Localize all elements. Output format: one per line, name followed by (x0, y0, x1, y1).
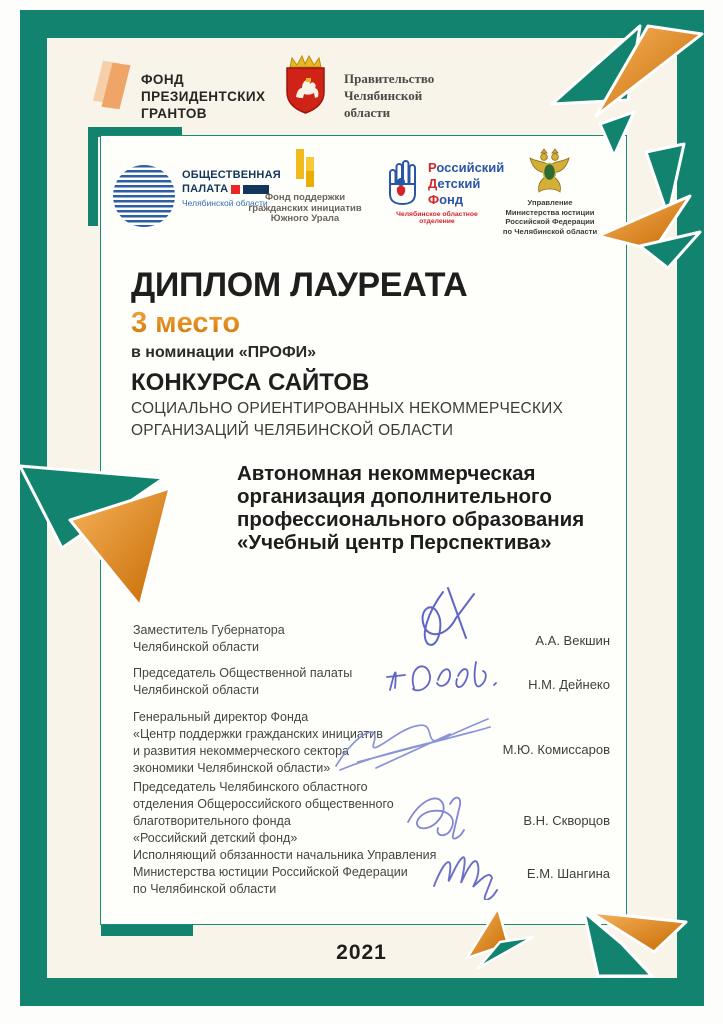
signatory-title (133, 847, 436, 898)
signatory-title (133, 779, 394, 847)
signature-ink-vekshin (388, 586, 488, 656)
initial-letter: Ф (428, 192, 440, 207)
signature-ink-komissarov (330, 712, 495, 774)
recipient-line: «Учебный центр Перспектива» (237, 531, 552, 554)
presidential-grants-logo-text (141, 71, 265, 122)
signatory-name: Е.М. Шангина (526, 866, 610, 881)
initial-letter: Д (428, 176, 438, 191)
public-chamber-logo-icon (113, 165, 175, 227)
contest-subtitle-1: СОЦИАЛЬНО ОРИЕНТИРОВАННЫХ НЕКОММЕРЧЕСКИХ (131, 400, 564, 417)
recipient-line: профессионального образования (237, 508, 585, 531)
signatory-name: Н.М. Дейнеко (528, 677, 610, 692)
signatory-title-line: благотворительного фонда (133, 814, 291, 828)
gov-line: Челябинской (344, 88, 423, 103)
support-fund-logo-text (240, 193, 370, 225)
justice-line: по Челябинской области (502, 226, 598, 236)
fpg-line: ПРЕЗИДЕНТСКИХ (141, 89, 266, 104)
signatory-name: А.А. Векшин (535, 633, 610, 648)
signatory-title-line: отделения Общероссийского общественного (133, 797, 394, 811)
signature-ink-skvortsov (392, 778, 480, 842)
signatory-title (133, 665, 352, 699)
panel-accent-left (88, 127, 98, 226)
signatory-title-line: Челябинской области (133, 640, 259, 654)
red-square-mark (231, 185, 240, 194)
signatory-title-line: экономики Челябинской области» (133, 761, 331, 775)
signatory-title-line: Председатель Общественной палаты (133, 666, 353, 680)
justice-ministry-emblem-icon (527, 148, 572, 196)
recipient-line: организация дополнительного (237, 485, 552, 508)
panel-accent-bottom (101, 925, 193, 936)
year-label: 2021 (336, 941, 387, 964)
signatory-title-line: Министерства юстиции Российской Федерации (133, 865, 408, 879)
recipient-name (237, 462, 584, 554)
signatory-title-line: «Центр поддержки гражданских инициатив (133, 727, 383, 741)
children-fund-line (428, 192, 504, 208)
recipient-line: Автономная некоммерческая (237, 462, 536, 485)
rest-letters: онд (439, 192, 464, 207)
children-fund-logo-text (428, 160, 504, 208)
children-fund-line (428, 160, 504, 176)
children-fund-logo-icon (387, 158, 421, 208)
signatory-title-line: Исполняющий обязанности начальника Управления (133, 848, 437, 862)
presidential-grants-logo-icon (98, 58, 128, 114)
support-fund-line: гражданских инициатив (248, 202, 362, 214)
signatory-title-line: Челябинской области (133, 683, 259, 697)
justice-line: Управление (527, 198, 573, 207)
signatory-title-line: «Российский детский фонд» (133, 831, 298, 845)
support-fund-line: Южного Урала (270, 213, 340, 224)
public-chamber-line3: Челябинской области (182, 198, 268, 208)
contest-subtitle-2: ОРГАНИЗАЦИЙ ЧЕЛЯБИНСКОЙ ОБЛАСТИ (131, 422, 454, 439)
public-chamber-line1: ОБЩЕСТВЕННАЯ (182, 169, 281, 181)
support-fund-line: Фонд поддержки (264, 192, 346, 203)
diploma-title: ДИПЛОМ ЛАУРЕАТА (131, 266, 468, 304)
justice-ministry-logo-text (500, 198, 600, 236)
signatory-name: М.Ю. Комиссаров (502, 742, 610, 757)
fpg-line: ФОНД (141, 72, 184, 87)
signature-ink-deyneko (382, 652, 507, 700)
signatory-title-line: и развития некоммерческого сектора (133, 744, 349, 758)
place-title: 3 место (131, 307, 241, 339)
government-logo-text (344, 70, 434, 121)
children-fund-subtitle: Челябинское областное отделение (396, 211, 478, 225)
signatory-title (133, 622, 285, 656)
signatory-title-line: по Челябинской области (133, 882, 277, 896)
justice-line: Министерства юстиции (505, 207, 595, 217)
public-chamber-line2: ПАЛАТА (182, 183, 229, 195)
initial-letter: Р (428, 160, 437, 175)
gov-line: области (344, 105, 391, 120)
rest-letters: етский (437, 176, 481, 191)
signatory-title-line: Заместитель Губернатора (133, 623, 285, 637)
rest-letters: оссийский (436, 160, 505, 175)
children-fund-line (428, 176, 504, 192)
gov-line: Правительство (344, 71, 435, 86)
justice-line: Российской Федерации (505, 217, 595, 226)
signature-ink-shangina (424, 838, 519, 900)
nomination-line: в номинации «ПРОФИ» (131, 344, 317, 361)
signatory-title-line: Председатель Челябинского областного (133, 780, 368, 794)
contest-title: КОНКУРСА САЙТОВ (131, 369, 370, 396)
fpg-line: ГРАНТОВ (141, 106, 207, 121)
signatory-title-line: Генеральный директор Фонда (133, 710, 309, 724)
support-fund-logo-icon (292, 149, 322, 193)
chelyabinsk-coat-of-arms-icon (282, 55, 329, 115)
signatory-name: В.Н. Скворцов (523, 813, 610, 828)
